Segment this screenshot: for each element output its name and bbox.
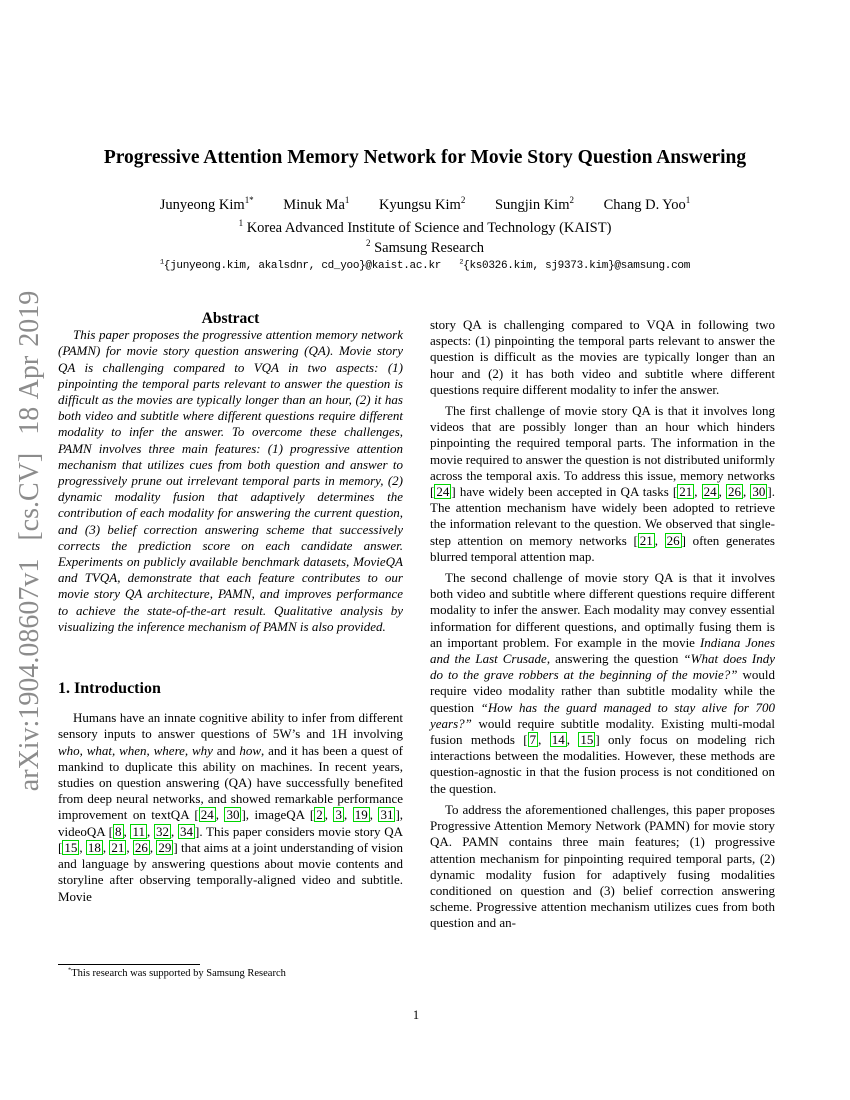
text-segment: , — [566, 732, 579, 748]
citation-ref[interactable]: 3 — [335, 807, 342, 823]
text-segment: ], imageQA [ — [241, 807, 315, 823]
citation-ref[interactable]: 34 — [179, 823, 193, 839]
body-paragraph — [430, 570, 775, 797]
page-number: 1 — [412, 1008, 420, 1022]
text-segment: ], videoQA [ — [58, 807, 404, 839]
text-segment: ]. The attention mechanism have widely been adopted to retrieve the information relevant to the question. We observed that single-step attention on memory networks [ — [430, 484, 775, 548]
text-segment: story QA is challenging compared to VQA in following two aspects: (1) pinpointing the temporal parts relevant to answer the question is difficult as the movies are typically longer than an hour and (2) it has both video and subtitle where different questions require different modality to infer the answer. — [430, 317, 775, 397]
text-segment: and — [212, 742, 240, 758]
abstract-heading: Abstract — [201, 310, 260, 327]
italic-text: how — [239, 742, 262, 758]
affiliation-kaist: $^1$ Korea Advanced Institute of Science and Technology (KAIST) — [238, 218, 612, 236]
text-segment: would require subtitle modality. Existing multi-modal fusion methods [ — [430, 715, 775, 748]
left-column — [58, 311, 403, 905]
citation-ref[interactable]: 7 — [529, 732, 537, 748]
email-kaist: $^1${junyeong.kim, akalsdnr, cd_yoo}@kaist.ac.kr — [160, 258, 442, 272]
citation-ref[interactable]: 21 — [639, 532, 653, 548]
text-segment: , and it has been a quest of mankind to duplicate this ability on machines. In recent years, studies on question answering (QA) have successfully benefited from deep neural networks, and showed remarkable performance improvement on textQA [ — [58, 742, 403, 823]
text-segment: , — [694, 484, 702, 500]
citation-ref[interactable]: 24 — [703, 484, 717, 500]
citation-ref[interactable]: 26 — [666, 532, 680, 548]
citation-ref[interactable]: 26 — [134, 839, 148, 855]
body-paragraph — [430, 802, 775, 932]
affiliation-mark: 2 — [365, 238, 371, 249]
citation-ref[interactable]: 30 — [752, 484, 766, 500]
text-segment: ] only focus on modeling rich interactions between the modalities. However, these methods are question-agnostic in that the fusion process is not conditioned on the question. — [430, 732, 775, 796]
text-segment: , — [126, 839, 133, 855]
author-name: Chang D. Yoo$^1$ — [603, 195, 691, 213]
citation-ref[interactable]: 14 — [551, 732, 565, 748]
affiliation-samsung: $^2$ Samsung Research — [365, 238, 485, 256]
text-segment: ] often generates blurred temporal attention map. — [430, 532, 775, 564]
italic-text: who, what, when, where, why — [58, 742, 213, 758]
author-list — [40, 197, 810, 214]
email-line — [20, 260, 830, 272]
text-segment: , — [171, 823, 178, 839]
citation-ref[interactable]: 2 — [316, 807, 323, 823]
email-mark: 1 — [160, 258, 164, 267]
citation-ref[interactable]: 31 — [380, 807, 394, 823]
text-segment: , — [102, 839, 110, 855]
text-segment: , — [149, 839, 157, 855]
author-affiliation-mark: 2 — [460, 195, 466, 206]
text-segment: ] that aims at a joint understanding of vision and language by answering questions about movie contents and storyline after observing temporally-aligned video and subtitle. Movie — [58, 839, 404, 904]
paper-title: Progressive Attention Memory Network for Movie Story Question Answering — [103, 147, 747, 168]
email-mark: 2 — [459, 258, 464, 267]
citation-ref[interactable]: 21 — [111, 839, 125, 855]
author-affiliation-mark: 2 — [569, 195, 574, 206]
citation-ref[interactable]: 8 — [115, 823, 122, 839]
citation-ref[interactable]: 18 — [87, 839, 101, 855]
abstract-body: This paper proposes the progressive attention memory network (PAMN) for movie story question answering (QA). Movie story QA is challenging compared to VQA in two aspects: (1) pinpointing the temporal parts relevant to answer the question is difficult as the movies are typically longer than an hour, (2) it has both video and subtitle where different questions require different modality to infer the answer. To overcome these challenges, PAMN involves three main features: (1) progressive attention mechanism that utilizes cues from both question and answer to progressively prune out irrelevant temporal parts in memory, (2) dynamic modality fusion that adaptively determines the contribution of each modality for answering the current question, and (3) belief correction answering scheme that successively corrects the prediction score on each candidate answer. Experiments on publicly available benchmark datasets, MovieQA and TVQA, demonstrate that each feature contributes to our movie story QA architecture, PAMN, and improves performance to achieve the state-of-the-art result. Qualitative analysis by visualizing the inference mechanism of PAMN is also provided. — [58, 327, 403, 634]
text-segment: The first challenge of movie story QA is that it involves long videos that are possibly longer than an hour which hinders pinpointing the required temporal parts. The information in the movie required to answer the question is not distributed uniformly across the temporal axis. To address this issue, memory networks [ — [430, 403, 775, 500]
footnote-rule — [58, 964, 200, 965]
text-segment: would require video modality rather than subtitle modality while the question — [430, 667, 776, 715]
author-name: Minuk Ma$^1$ — [283, 195, 350, 213]
text-segment: The second challenge of movie story QA is that it involves both video and subtitle where different questions require different modality to infer the answer. Each modality may convey essential information for different questions, and optimally fusing them is an important problem. For example in the movie — [430, 570, 775, 650]
text-segment: , — [718, 484, 727, 500]
text-segment: , — [324, 807, 334, 823]
author-name: Sungjin Kim$^2$ — [494, 195, 574, 213]
citation-ref[interactable]: 11 — [132, 823, 146, 839]
footnote-marker: * — [68, 966, 72, 974]
text-segment: ]. This paper considers movie story QA [ — [58, 823, 404, 855]
citation-ref[interactable]: 29 — [158, 839, 172, 855]
citation-ref[interactable]: 30 — [226, 807, 240, 823]
introduction-paragraph — [58, 710, 403, 904]
text-segment: , answering the question — [546, 651, 684, 667]
italic-text: Indiana Jones and the Last Crusade — [430, 634, 775, 667]
right-column — [430, 317, 775, 932]
italic-text: “What does Indy do to the grave robbers at the beginning of the movie?” — [430, 651, 775, 683]
text-segment: , — [369, 807, 379, 823]
citation-ref[interactable]: 24 — [436, 484, 450, 500]
text-segment: , — [654, 532, 665, 548]
author-affiliation-mark: 1 — [344, 195, 350, 206]
author-affiliation-mark: 1* — [244, 195, 254, 206]
author-name: Kyungsu Kim$^2$ — [379, 195, 466, 213]
text-segment: , — [743, 484, 751, 500]
citation-ref[interactable]: 19 — [354, 807, 368, 823]
body-paragraph — [430, 317, 775, 398]
text-segment: ] have widely been accepted in QA tasks [ — [451, 484, 678, 500]
text-segment: , — [123, 823, 131, 839]
citation-ref[interactable]: 21 — [679, 484, 693, 500]
section-heading-introduction: 1. Introduction — [58, 680, 161, 698]
author-affiliation-mark: 1 — [685, 195, 691, 206]
affiliation-mark: 1 — [238, 218, 244, 229]
text-segment: , — [147, 823, 154, 839]
footnote — [58, 964, 403, 979]
body-paragraph — [430, 403, 775, 565]
arxiv-watermark: arXiv:1904.08607v1 [cs.CV] 18 Apr 2019 — [14, 290, 45, 792]
author-name: Junyeong Kim$^{1*}$ — [159, 195, 254, 213]
text-segment: , — [343, 807, 353, 823]
italic-text: “How has the guard managed to stay alive for 700 years?” — [430, 699, 775, 731]
footnote-text: *This research was supported by Samsung Research — [68, 966, 286, 979]
text-segment: , — [79, 839, 86, 855]
citation-ref[interactable]: 32 — [156, 823, 169, 839]
text-segment: , — [215, 807, 225, 823]
citation-ref[interactable]: 15 — [64, 839, 78, 855]
text-segment: To address the aforementioned challenges, this paper proposes Progressive Attention Memory Network (PAMN) for movie story QA. PAMN contains three main features; (1) progressive attention mechanism for pinpointing required temporal parts, (2) dynamic modality fusion for adaptively fusing modalities conditioned on question and (3) belief correction answering scheme. Progressive attention mechanism utilizes cues from both question and an- — [430, 801, 775, 931]
text-segment: , — [538, 732, 550, 748]
email-samsung: $^2${ks0326.kim, sj9373.kim}@samsung.com — [459, 258, 690, 272]
citation-ref[interactable]: 15 — [580, 732, 594, 748]
citation-ref[interactable]: 24 — [200, 807, 214, 823]
text-segment: Humans have an innate cognitive ability to infer from different sensory inputs to answer questions of 5W’s and 1H involving — [58, 710, 403, 742]
citation-ref[interactable]: 26 — [728, 484, 742, 500]
